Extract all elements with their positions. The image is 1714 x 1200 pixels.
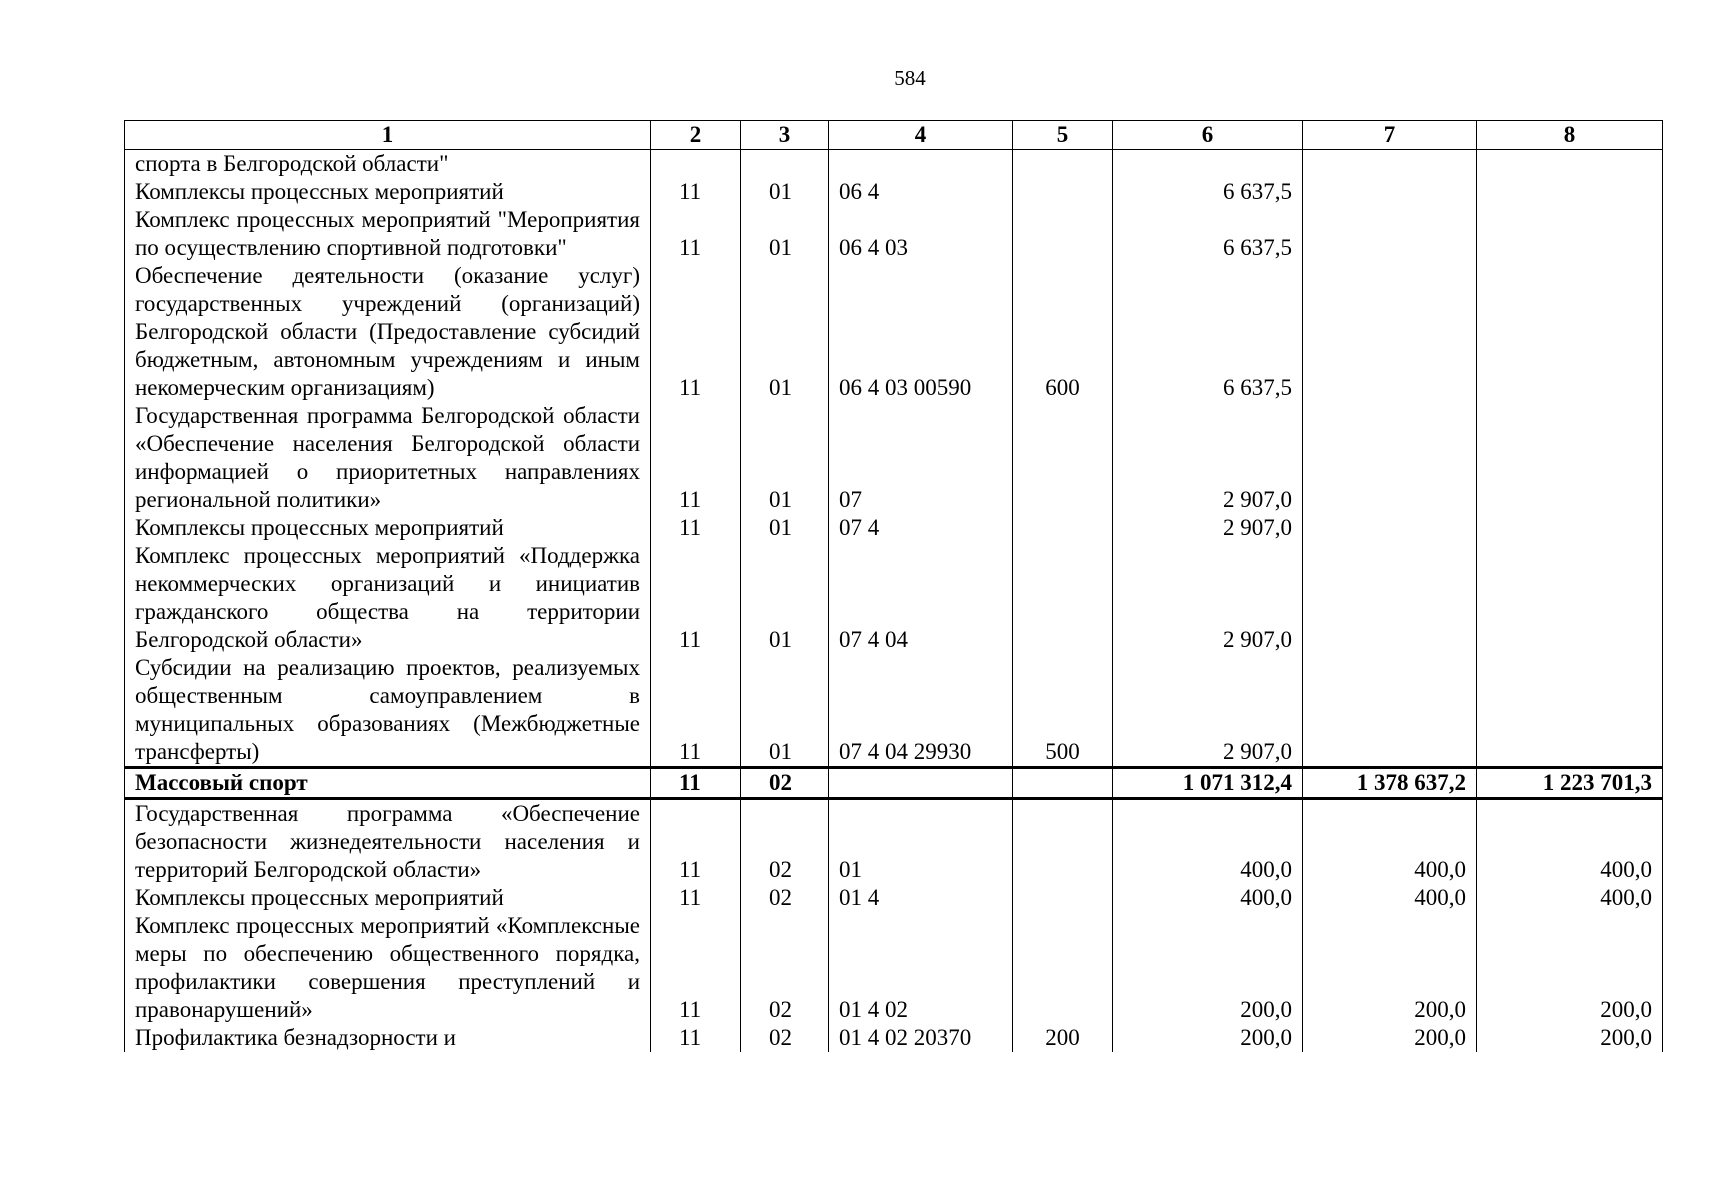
table-row	[125, 912, 1663, 1024]
expense-type-cell	[1013, 912, 1113, 1024]
page-number: 584	[894, 66, 926, 90]
header-col-2: 2	[651, 121, 741, 150]
target-article-cell: 06 4 03 00590	[829, 262, 1013, 402]
amount-col-7-cell	[1303, 262, 1477, 402]
header-col-3: 3	[741, 121, 829, 150]
amount-col-6-cell: 2 907,0	[1113, 654, 1303, 768]
header-col-1: 1	[125, 121, 651, 150]
table-row	[125, 542, 1663, 654]
table-row	[125, 514, 1663, 542]
section-code-cell: 11	[651, 654, 741, 768]
amount-col-8-cell: 400,0	[1477, 799, 1663, 885]
amount-col-6-cell: 6 637,5	[1113, 262, 1303, 402]
header-col-6: 6	[1113, 121, 1303, 150]
target-article-cell: 06 4 03	[829, 206, 1013, 262]
row-name-cell: Комплексы процессных мероприятий	[125, 514, 651, 542]
row-name-cell: Комплексы процессных мероприятий	[125, 178, 651, 206]
amount-col-6-cell: 2 907,0	[1113, 542, 1303, 654]
target-article-cell: 06 4	[829, 178, 1013, 206]
amount-col-7-cell: 200,0	[1303, 1024, 1477, 1052]
amount-col-6-cell: 2 907,0	[1113, 514, 1303, 542]
amount-col-7-cell: 200,0	[1303, 912, 1477, 1024]
section-code-cell: 11	[651, 262, 741, 402]
section-code-cell: 11	[651, 799, 741, 885]
table-row	[125, 654, 1663, 768]
amount-col-7-cell: 400,0	[1303, 884, 1477, 912]
subsection-code-cell: 01	[741, 654, 829, 768]
table-row	[125, 402, 1663, 514]
subsection-code-cell: 02	[741, 1024, 829, 1052]
subsection-code-cell: 01	[741, 542, 829, 654]
amount-col-7-cell	[1303, 150, 1477, 179]
expense-type-cell	[1013, 150, 1113, 179]
expense-type-cell: 200	[1013, 1024, 1113, 1052]
section-row	[125, 768, 1663, 799]
amount-col-7-cell	[1303, 402, 1477, 514]
row-name-cell: Комплекс процессных мероприятий «Поддержка некоммерческих организаций и инициатив гражданского общества на территории Белгородской области»	[125, 542, 651, 654]
row-name-cell: Массовый спорт	[125, 768, 651, 799]
section-code-cell: 11	[651, 206, 741, 262]
amount-col-8-cell	[1477, 262, 1663, 402]
subsection-code-cell: 01	[741, 514, 829, 542]
amount-col-6-cell: 400,0	[1113, 884, 1303, 912]
amount-col-8-cell	[1477, 150, 1663, 179]
expense-type-cell	[1013, 768, 1113, 799]
target-article-cell: 07 4 04 29930	[829, 654, 1013, 768]
subsection-code-cell: 01	[741, 206, 829, 262]
amount-col-6-cell: 200,0	[1113, 912, 1303, 1024]
section-code-cell: 11	[651, 912, 741, 1024]
expense-type-cell	[1013, 542, 1113, 654]
header-col-7: 7	[1303, 121, 1477, 150]
row-name-cell: Профилактика безнадзорности и	[125, 1024, 651, 1052]
section-code-cell: 11	[651, 768, 741, 799]
amount-col-8-cell: 200,0	[1477, 1024, 1663, 1052]
amount-col-8-cell	[1477, 542, 1663, 654]
expense-type-cell: 600	[1013, 262, 1113, 402]
table-body	[125, 150, 1663, 1053]
expense-type-cell	[1013, 206, 1113, 262]
section-code-cell: 11	[651, 884, 741, 912]
header-row	[125, 121, 1663, 150]
row-name-cell: Субсидии на реализацию проектов, реализуемых общественным самоуправлением в муниципальных образованиях (Межбюджетные трансферты)	[125, 654, 651, 768]
amount-col-6-cell: 1 071 312,4	[1113, 768, 1303, 799]
subsection-code-cell: 01	[741, 178, 829, 206]
table-row	[125, 178, 1663, 206]
section-code-cell: 11	[651, 178, 741, 206]
amount-col-8-cell: 200,0	[1477, 912, 1663, 1024]
row-name-cell: Обеспечение деятельности (оказание услуг) государственных учреждений (организаций) Белгородской области (Предоставление субсидий бюджетным, автономным учреждениям и иным некомерческим организациям)	[125, 262, 651, 402]
table-row	[125, 262, 1663, 402]
row-name-cell: Государственная программа «Обеспечение безопасности жизнедеятельности населения и территорий Белгородской области»	[125, 799, 651, 885]
table-row	[125, 150, 1663, 179]
subsection-code-cell: 02	[741, 799, 829, 885]
section-code-cell: 11	[651, 542, 741, 654]
amount-col-7-cell	[1303, 178, 1477, 206]
header-col-4: 4	[829, 121, 1013, 150]
section-code-cell: 11	[651, 402, 741, 514]
row-name-cell: спорта в Белгородской области"	[125, 150, 651, 179]
target-article-cell	[829, 768, 1013, 799]
amount-col-6-cell: 6 637,5	[1113, 178, 1303, 206]
amount-col-8-cell	[1477, 206, 1663, 262]
section-code-cell	[651, 150, 741, 179]
expense-type-cell	[1013, 799, 1113, 885]
target-article-cell: 07 4 04	[829, 542, 1013, 654]
target-article-cell: 01	[829, 799, 1013, 885]
subsection-code-cell: 01	[741, 402, 829, 514]
row-name-cell: Комплексы процессных мероприятий	[125, 884, 651, 912]
amount-col-8-cell	[1477, 514, 1663, 542]
subsection-code-cell: 01	[741, 262, 829, 402]
subsection-code-cell: 02	[741, 912, 829, 1024]
row-name-cell: Комплекс процессных мероприятий "Мероприятия по осуществлению спортивной подготовки"	[125, 206, 651, 262]
target-article-cell: 01 4	[829, 884, 1013, 912]
amount-col-6-cell	[1113, 150, 1303, 179]
amount-col-8-cell	[1477, 654, 1663, 768]
budget-table	[124, 120, 1663, 1052]
amount-col-6-cell: 400,0	[1113, 799, 1303, 885]
amount-col-8-cell	[1477, 178, 1663, 206]
expense-type-cell	[1013, 514, 1113, 542]
table-row	[125, 206, 1663, 262]
target-article-cell: 07	[829, 402, 1013, 514]
row-name-cell: Комплекс процессных мероприятий «Комплексные меры по обеспечению общественного порядка, профилактики совершения преступлений и правонарушений»	[125, 912, 651, 1024]
header-col-5: 5	[1013, 121, 1113, 150]
amount-col-6-cell: 2 907,0	[1113, 402, 1303, 514]
amount-col-6-cell: 200,0	[1113, 1024, 1303, 1052]
amount-col-8-cell	[1477, 402, 1663, 514]
amount-col-7-cell	[1303, 514, 1477, 542]
subsection-code-cell	[741, 150, 829, 179]
amount-col-6-cell: 6 637,5	[1113, 206, 1303, 262]
row-name-cell: Государственная программа Белгородской области «Обеспечение населения Белгородской области информацией о приоритетных направлениях региональной политики»	[125, 402, 651, 514]
amount-col-7-cell: 400,0	[1303, 799, 1477, 885]
table-row	[125, 1024, 1663, 1052]
target-article-cell: 01 4 02	[829, 912, 1013, 1024]
section-code-cell: 11	[651, 514, 741, 542]
subsection-code-cell: 02	[741, 884, 829, 912]
table-row	[125, 884, 1663, 912]
target-article-cell: 01 4 02 20370	[829, 1024, 1013, 1052]
amount-col-7-cell	[1303, 654, 1477, 768]
amount-col-7-cell	[1303, 542, 1477, 654]
table-row	[125, 799, 1663, 885]
expense-type-cell: 500	[1013, 654, 1113, 768]
amount-col-8-cell: 400,0	[1477, 884, 1663, 912]
target-article-cell: 07 4	[829, 514, 1013, 542]
amount-col-7-cell: 1 378 637,2	[1303, 768, 1477, 799]
section-code-cell: 11	[651, 1024, 741, 1052]
subsection-code-cell: 02	[741, 768, 829, 799]
amount-col-8-cell: 1 223 701,3	[1477, 768, 1663, 799]
expense-type-cell	[1013, 178, 1113, 206]
expense-type-cell	[1013, 884, 1113, 912]
expense-type-cell	[1013, 402, 1113, 514]
target-article-cell	[829, 150, 1013, 179]
amount-col-7-cell	[1303, 206, 1477, 262]
header-col-8: 8	[1477, 121, 1663, 150]
